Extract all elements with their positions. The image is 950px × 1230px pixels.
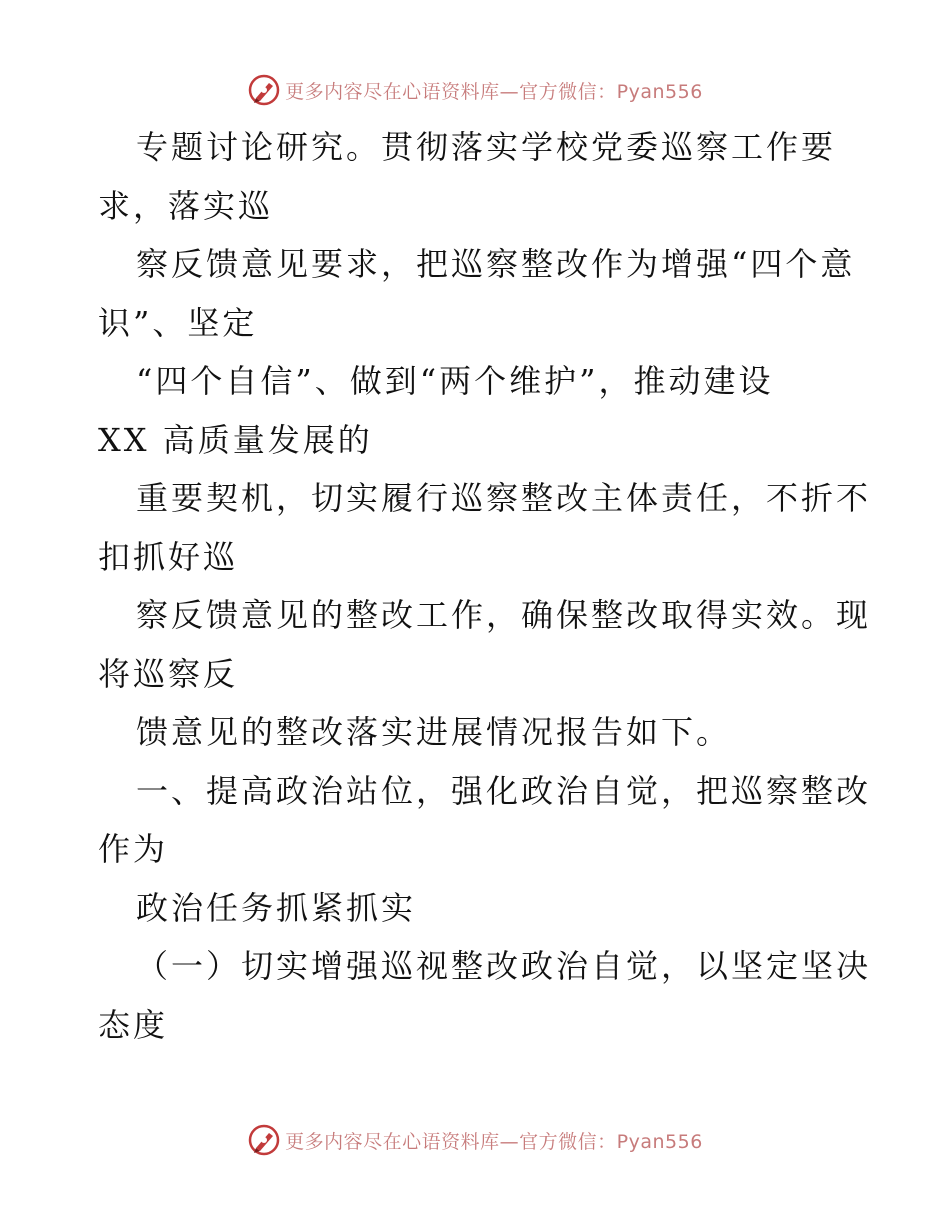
paragraph-line: 一、提高政治站位，强化政治自觉，把巡察整改 (136, 771, 872, 810)
paragraph-line: 政治任务抓紧抓实 (136, 888, 417, 927)
header-banner (0, 70, 950, 110)
footer-banner (0, 1120, 950, 1160)
paragraph-line: （一）切实增强巡视整改政治自觉，以坚定坚决 (136, 947, 872, 985)
paragraph-line: XX 高质量发展的 (98, 420, 373, 459)
paragraph-line: 态度 (98, 1005, 169, 1044)
paragraph-line: “四个自信”、做到“两个维护”，推动建设 (136, 362, 774, 400)
paragraph-line: 求，落实巡 (98, 186, 274, 225)
paragraph-line: 察反馈意见的整改工作，确保整改取得实效。现 (136, 596, 872, 634)
document-body (98, 118, 872, 1054)
paragraph-line: 作为 (98, 830, 169, 868)
pen-logo-icon (247, 73, 281, 107)
paragraph-line: 识”、坚定 (98, 303, 258, 342)
pen-logo-icon (247, 1123, 281, 1157)
paragraph-line: 专题讨论研究。贯彻落实学校党委巡察工作要 (136, 128, 837, 166)
paragraph-line: 扣抓好巡 (98, 537, 239, 576)
paragraph-line: 馈意见的整改落实进展情况报告如下。 (136, 713, 732, 751)
footer-banner-text: 更多内容尽在心语资料库—官方微信：Pyan556 (285, 1130, 703, 1153)
header-banner-text: 更多内容尽在心语资料库—官方微信：Pyan556 (285, 80, 703, 103)
paragraph-line: 察反馈意见要求，把巡察整改作为增强“四个意 (136, 245, 856, 283)
paragraph-line: 重要契机，切实履行巡察整改主体责任，不折不 (136, 479, 872, 517)
paragraph-line: 将巡察反 (98, 654, 239, 693)
